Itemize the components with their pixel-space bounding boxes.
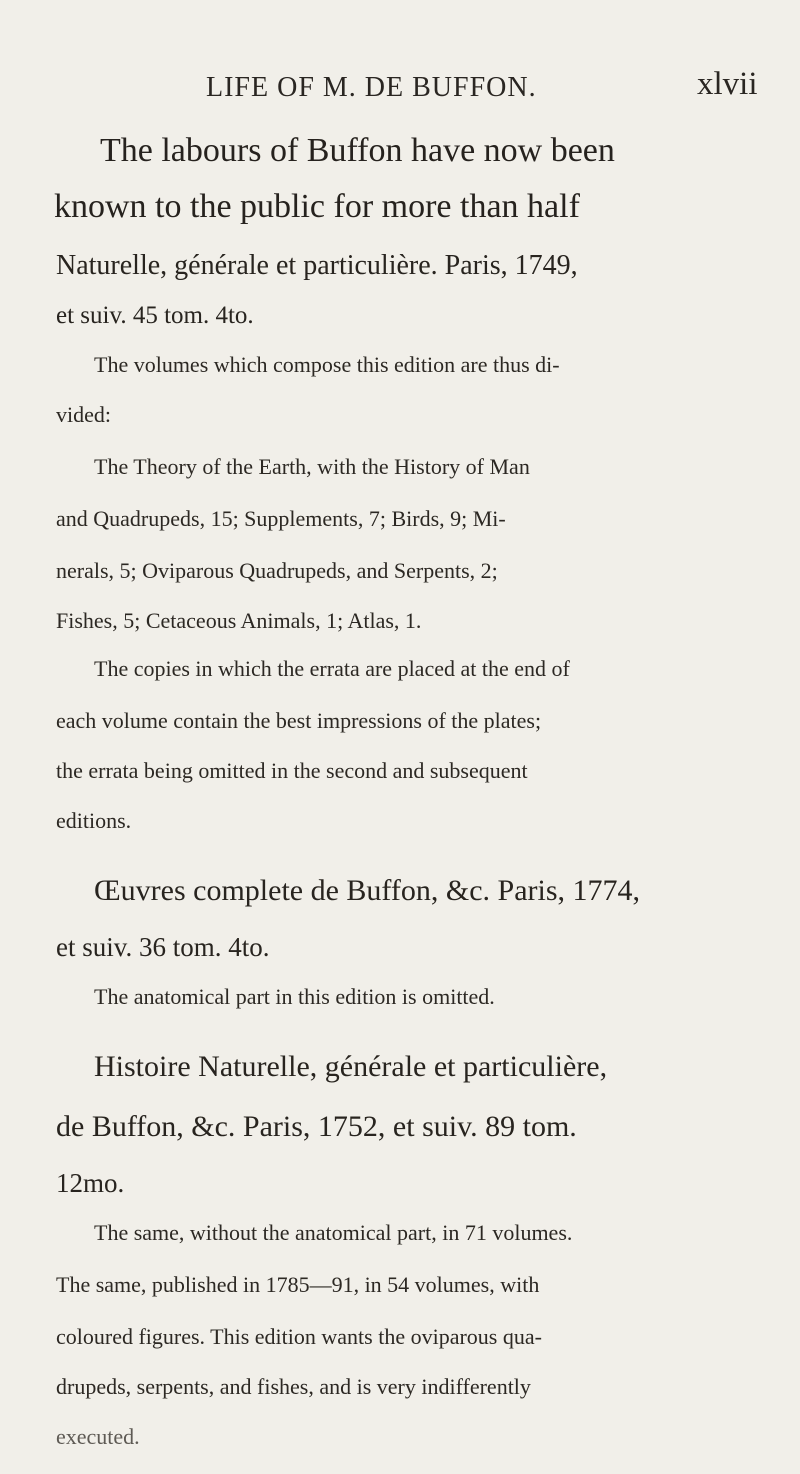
text-line: and Quadrupeds, 15; Supplements, 7; Birds, 9; Mi- [56,506,506,531]
running-title: LIFE OF M. DE BUFFON. [206,72,537,103]
text-line: de Buffon, &c. Paris, 1752, et suiv. 89 tom. [56,1110,577,1143]
text-line: The Theory of the Earth, with the History of Man [94,454,530,479]
text-line: vided: [56,402,111,427]
page-number: xlvii [697,66,758,102]
text-line: The volumes which compose this edition are thus di- [94,352,560,377]
text-line: The same, published in 1785—91, in 54 volumes, with [56,1272,540,1297]
text-line: Œuvres complete de Buffon, &c. Paris, 1774, [94,874,641,907]
text-line: et suiv. 36 tom. 4to. [56,932,270,962]
text-line: the errata being omitted in the second and subsequent [56,758,528,783]
text-line: nerals, 5; Oviparous Quadrupeds, and Serpents, 2; [56,558,498,583]
text-line: Fishes, 5; Cetaceous Animals, 1; Atlas, 1. [56,608,422,633]
text-line: drupeds, serpents, and fishes, and is very indifferently [56,1374,531,1399]
intro-line: known to the public for more than half [54,188,580,225]
text-line: Histoire Naturelle, générale et particulière, [94,1050,608,1083]
text-line: Naturelle, générale et particulière. Paris, 1749, [56,250,578,281]
text-line: each volume contain the best impressions of the plates; [56,708,542,733]
intro-line: The labours of Buffon have now been [100,132,615,169]
text-line: 12mo. [56,1168,125,1198]
text-line: The anatomical part in this edition is omitted. [94,984,495,1009]
text-line: The same, without the anatomical part, in 71 volumes. [94,1220,573,1245]
text-line: coloured figures. This edition wants the oviparous qua- [56,1324,542,1349]
text-line: et suiv. 45 tom. 4to. [56,302,254,329]
text-line: The copies in which the errata are placed at the end of [94,656,570,681]
text-line: executed. [56,1424,140,1449]
text-line: editions. [56,808,132,833]
